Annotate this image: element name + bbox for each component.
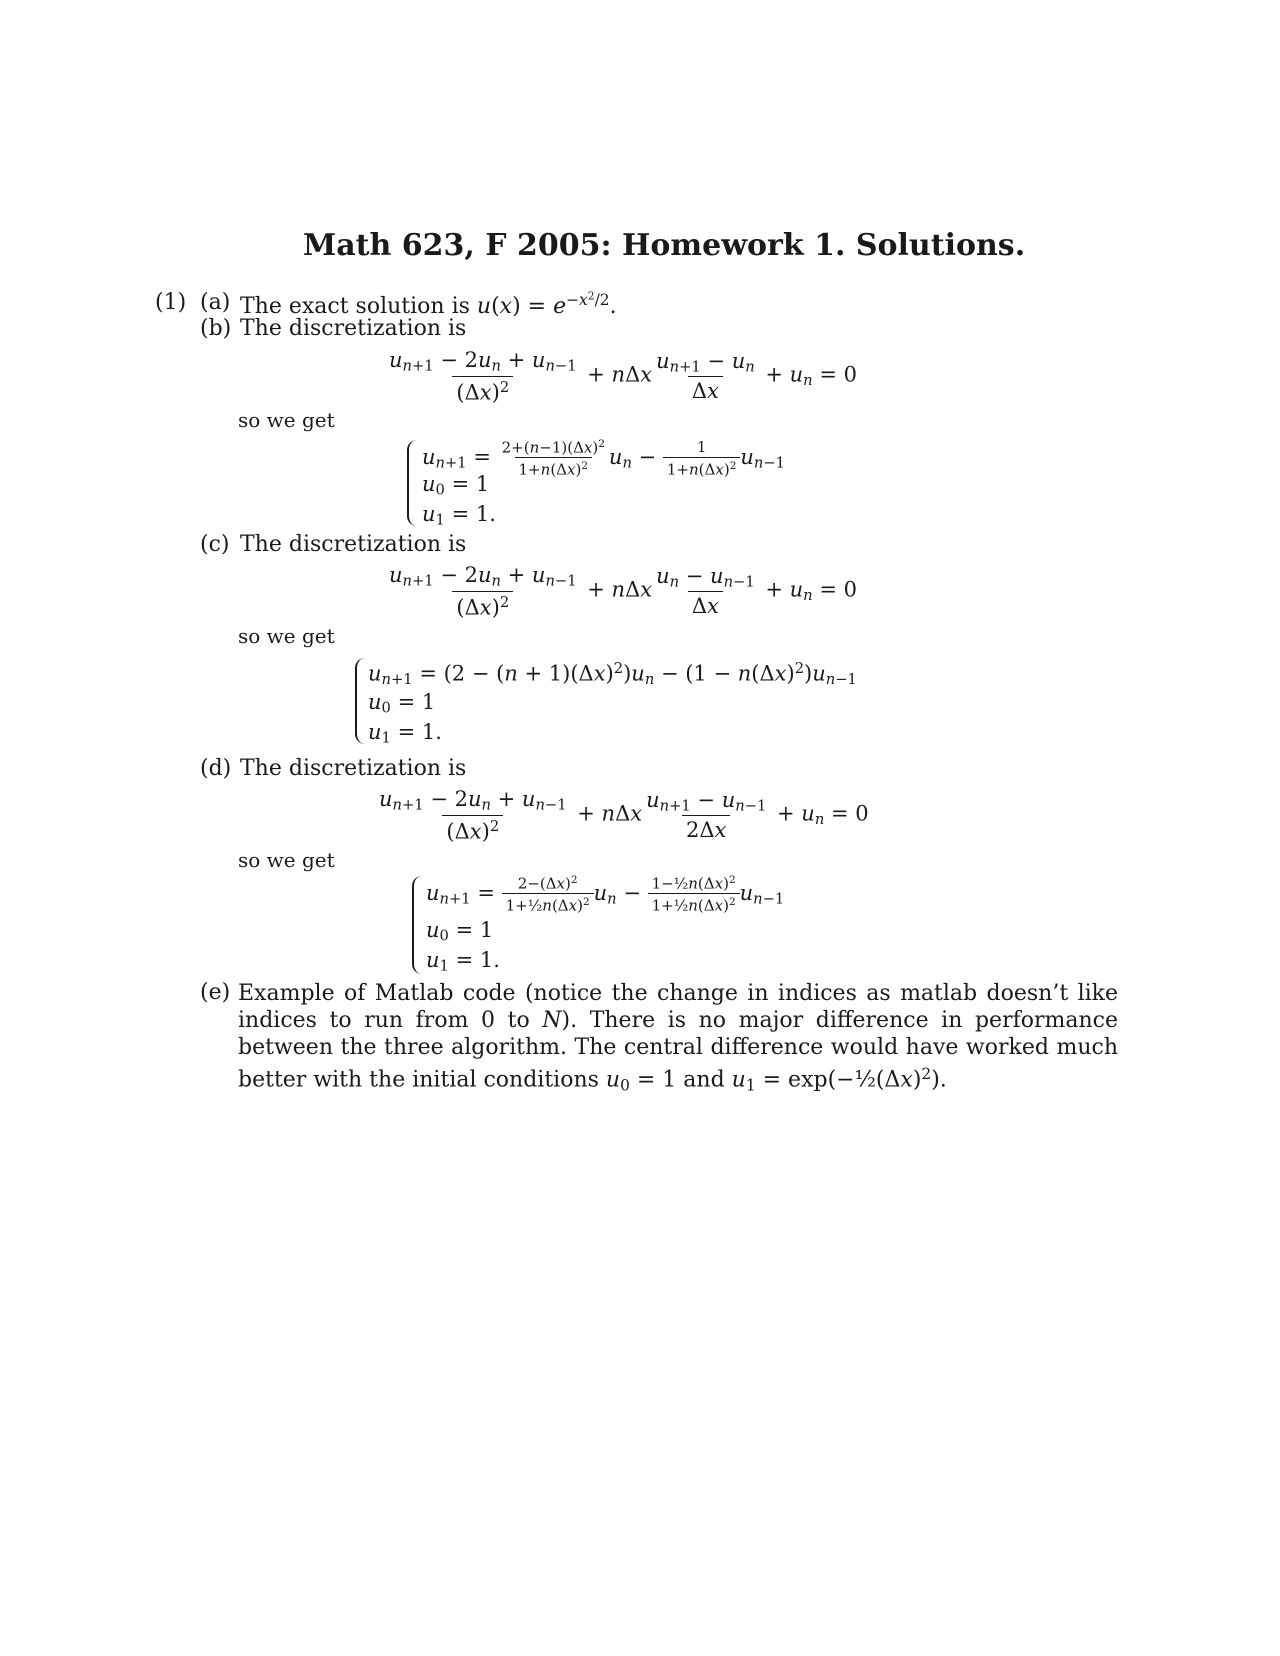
part-b-text: The discretization is	[240, 316, 467, 341]
part-e-label: (e)	[200, 980, 231, 1005]
system-d-line2: $u_0 = 1$	[426, 918, 494, 945]
page-title: Math 623, F 2005: Homework 1. Solutions.	[303, 228, 1026, 263]
system-c-line3: $u_1 = 1$.	[368, 720, 442, 747]
equation-d: $\frac{u_{n+1} - 2u_n + u_{n-1}}{(\Delta x)^2}$ + nΔx $\frac{u_{n+1} - u_{n-1}}{2\Delta x}$ + $u_n = 0$	[379, 787, 869, 844]
system-b-line3: $u_1 = 1$.	[422, 502, 496, 529]
equation-b: $\frac{u_{n+1} - 2u_n + u_{n-1}}{(\Delta x)^2}$ + nΔx $\frac{u_{n+1} - u_n}{\Delta x}$ + $u_n = 0$	[389, 348, 857, 405]
system-b-line2: $u_0 = 1$	[422, 472, 490, 499]
system-c-line2: $u_0 = 1$	[368, 690, 436, 717]
system-b-line1: $u_{n+1}$ = $\frac{2+(n-1)(\Delta x)^2}{1+n(\Delta x)^2}$ $u_n$ − $\frac{1}{1+n(\Delta x)^2}$ $u_{n-1}$	[422, 438, 786, 479]
system-c-line1: $u_{n+1} = (2 - (n + 1)(\Delta x)^2)u_n - (1 - n(\Delta x)^2)u_{n-1}$	[368, 660, 857, 689]
part-a-label: (a)	[200, 290, 231, 315]
part-c-text: The discretization is	[240, 532, 467, 557]
problem-label: (1)	[155, 290, 187, 315]
system-d-line3: $u_1 = 1$.	[426, 948, 500, 975]
system-d-line1: $u_{n+1}$ = $\frac{2-(\Delta x)^2}{1+\frac{1}{2}n(\Delta x)^2}$ $u_n$ − $\frac{1-\frac{1}{2}n(\Delta x)^2}{1+\frac{1}{2}n(\Delta x)^2}$ $u_{n-1}$	[426, 874, 785, 915]
equation-c: $\frac{u_{n+1} - 2u_n + u_{n-1}}{(\Delta x)^2}$ + nΔx $\frac{u_n - u_{n-1}}{\Delta x}$ + $u_n = 0$	[389, 563, 857, 620]
part-c-label: (c)	[200, 532, 230, 557]
part-a-text: The exact solution is $u(x) = e^{-x^2/2}$.	[240, 290, 617, 320]
part-e-paragraph: Example of Matlab code (notice the change in indices as matlab doesn’t like indices to run from 0 to N). There is no major difference in performance between the three algorithm. The central difference would have worked much better with the initial conditions $u_0 = 1$ and $u_1$ = $\exp(-\frac{1}{2}(\Delta x)^2)$.	[238, 981, 1118, 1095]
so-we-get-d: so we get	[238, 848, 335, 872]
part-d-label: (d)	[200, 756, 232, 781]
part-b-label: (b)	[200, 316, 232, 341]
so-we-get-c: so we get	[238, 624, 335, 648]
so-we-get-b: so we get	[238, 408, 335, 432]
part-d-text: The discretization is	[240, 756, 467, 781]
brace-b	[407, 440, 423, 526]
